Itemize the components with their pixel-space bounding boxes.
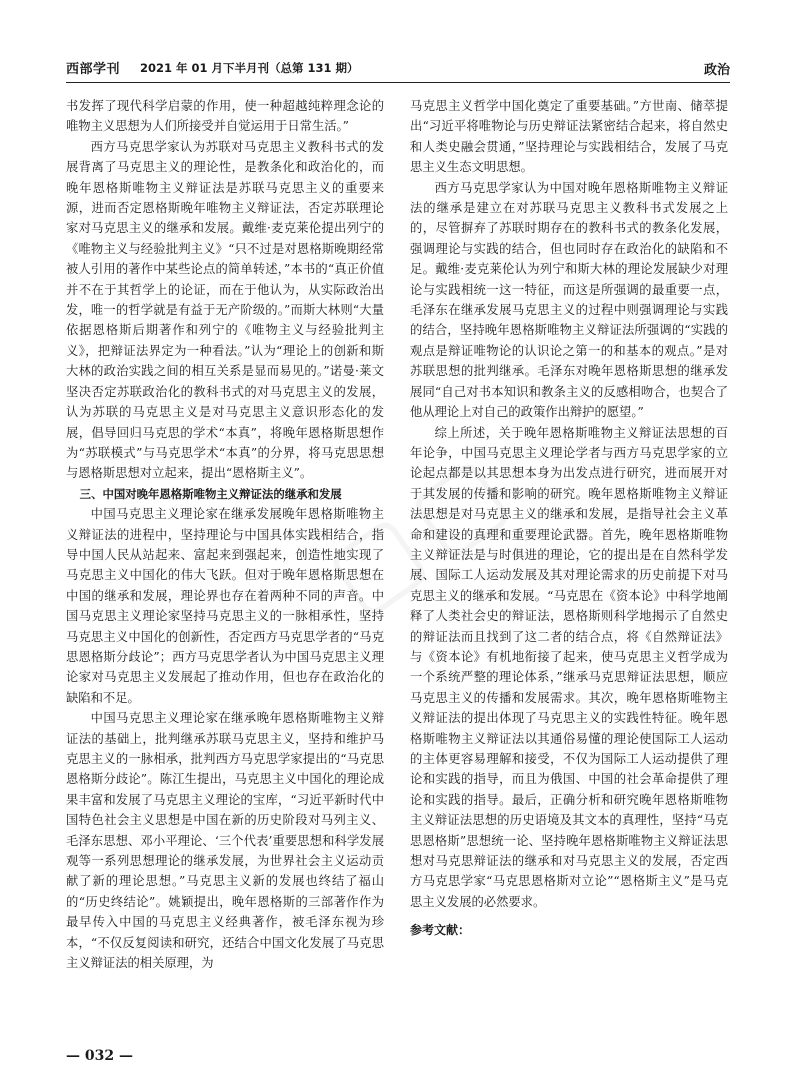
paragraph: 中国马克思主义理论家在继承发展晚年恩格斯唯物主义辩证法的进程中，坚持理论与中国具体实践相结合，指导中国人民从站起来、富起来到强起来，创造性地实现了马克思主义中国化的伟大飞跃。但对于晚年恩格斯思想在中国的继承和发展，理论界也存在着两种不同的声音。中国马克思主义理论家坚持马克思主义的一脉相承性，坚持马克思主义中国化的创新性，否定西方马克思学者的“马克思恩格斯分歧论”；西方马克思学者认为中国马克思主义理论家对马克思主义发展起了推动作用，但也存在政治化的缺陷和不足。 — [66, 507, 384, 705]
paragraph: 书发挥了现代科学启蒙的作用，使一种超越纯粹理念论的唯物主义思想为人们所接受并自觉运用于日常生活。” — [66, 99, 384, 134]
paragraph: 综上所述，关于晚年恩格斯唯物主义辩证法思想的百年论争，中国马克思主义理论学者与西方马克思学家的立论起点都是以其思想本身为出发点进行研究，进而展开对于其发展的传播和影响的研究。晚年恩格斯唯物主义辩证法思想是对马克思主义的继承和发展，是指导社会主义革命和建设的真理和重要理论武器。首先，晚年恩格斯唯物主义辩证法是与时俱进的理论，它的提出是在自然科学发展、国际工人运动发展及其对理论需求的历史前提下对马克思主义的继承和发展。“马克思在《资本论》中科学地阐释了人类社会史的辩证法，恩格斯则科学地揭示了自然史的辩证法而且找到了这二者的结合点，将《自然辩证法》与《资本论》有机地衔接了起来，使马克思主义哲学成为一个系统严整的理论体系，”继承马克思辩证法思想，顺应马克思主义的传播和发展需求。其次，晚年恩格斯唯物主义辩证法的提出体现了马克思主义的实践性特征。晚年恩格斯唯物主义辩证法以其通俗易懂的理论使国际工人运动的主体更容易理解和接受，不仅为国际工人运动提供了理论和实践的指导，而且为俄国、中国的社会革命提供了理论和实践的指导。最后，正确分析和研究晚年恩格斯唯物主义辩证法思想的历史语境及其文本的真理性，坚持“马克思恩格斯”思想统一论、坚持晚年恩格斯唯物主义辩证法思想对马克思辩证法的继承和对马克思主义的发展，否定西方马克思学家“马克思恩格斯对立论”“恩格斯主义”是马克思主义发展的必然要求。 — [410, 425, 728, 909]
paragraph: 马克思主义哲学中国化奠定了重要基础。”方世南、储萃提出“习近平将唯物论与历史辩证法紧密结合起来，将自然史和人类史融会贯通，”坚持理论与实践相结合，发展了马克思主义生态文明思想。 — [410, 99, 728, 175]
section-label: 政治 — [703, 63, 730, 78]
issue-info: 2021 年 01 月下半月刊（总第 131 期） — [140, 61, 359, 75]
paragraph: 西方马克思学家认为苏联对马克思主义教科书式的发展背离了马克思主义的理论性，是教条化和政治化的，而晚年恩格斯唯物主义辩证法是苏联马克思主义的重要来源，进而否定恩格斯晚年唯物主义辩证法，否定苏联理论家对马克思主义的继承和发展。戴维·麦克莱伦提出列宁的《唯物主义与经验批判主义》“只不过是对恩格斯晚期经常被人引用的著作中某些论点的简单转述，”本书的“真正价值并不在于其哲学上的论证，而在于他认为，从实际政治出发，唯一的哲学就是有益于无产阶级的。”而斯大林则“大量依据恩格斯后期著作和列宁的《唯物主义与经验批判主义》，把辩证法界定为一种看法。”认为“理论上的创新和斯大林的政治实践之间的相互关系是显而易见的。”诺曼·莱文坚决否定苏联政治化的教科书式的对马克思主义的发展，认为苏联的马克思主义是对马克思主义意识形态化的发展，倡导回归马克思的学术“本真”，将晚年恩格斯思想作为“苏联模式”与马克思学术“本真”的分界，将马克思思想与恩格斯思想对立起来，提出“恩格斯主义”。 — [66, 139, 384, 481]
right-column — [410, 96, 728, 1036]
page-number: — 032 — — [66, 1048, 133, 1064]
section-heading: 三、中国对晚年恩格斯唯物主义辩证法的继承和发展 — [79, 486, 342, 501]
references-heading: 参考文献： — [410, 923, 471, 938]
left-column — [66, 96, 384, 1036]
paragraph: 西方马克思学家认为中国对晚年恩格斯唯物主义辩证法的继承是建立在对苏联马克思主义教科书式发展之上的，尽管摒弃了苏联时期存在的教科书式的教条化发展，强调理论与实践的结合，但也同时存在政治化的缺陷和不足。戴维·麦克莱伦认为列宁和斯大林的理论发展缺少对理论与实践相统一这一特征，而这是所强调的最重要一点，毛泽东在继承发展马克思主义的过程中则强调理论与实践的结合，坚持晚年恩格斯唯物主义辩证法所强调的“实践的观点是辩证唯物论的认识论之第一的和基本的观点。”是对苏联思想的批判继承。毛泽东对晚年恩格斯思想的继承发展同“自己对书本知识和教条主义的反感相吻合，也契合了他从理论上对自己的政策作出辩护的愿望。” — [410, 180, 728, 420]
journal-logo: 西部学刊 — [66, 62, 121, 77]
running-header — [66, 56, 730, 83]
paragraph: 中国马克思主义理论家在继承晚年恩格斯唯物主义辩证法的基础上，批判继承苏联马克思主义，坚持和维护马克思主义的一脉相承，批判西方马克思学家提出的“马克思恩格斯分歧论”。陈江生提出，马克思主义中国化的理论成果丰富和发展了马克思主义理论的宝库，“习近平新时代中国特色社会主义思想是中国在新的历史阶段对马列主义、毛泽东思想、邓小平理论、‘三个代表’重要思想和科学发展观等一系列思想理论的继承发展，为世界社会主义运动贡献了新的理论思想。”马克思主义新的发展也终结了福山的“历史终结论”。姚颖提出，晚年恩格斯的三部著作作为最早传入中国的马克思主义经典著作，被毛泽东视为珍本，“不仅反复阅读和研究，还结合中国文化发展了马克思主义辩证法的相关原理，为 — [66, 711, 384, 971]
